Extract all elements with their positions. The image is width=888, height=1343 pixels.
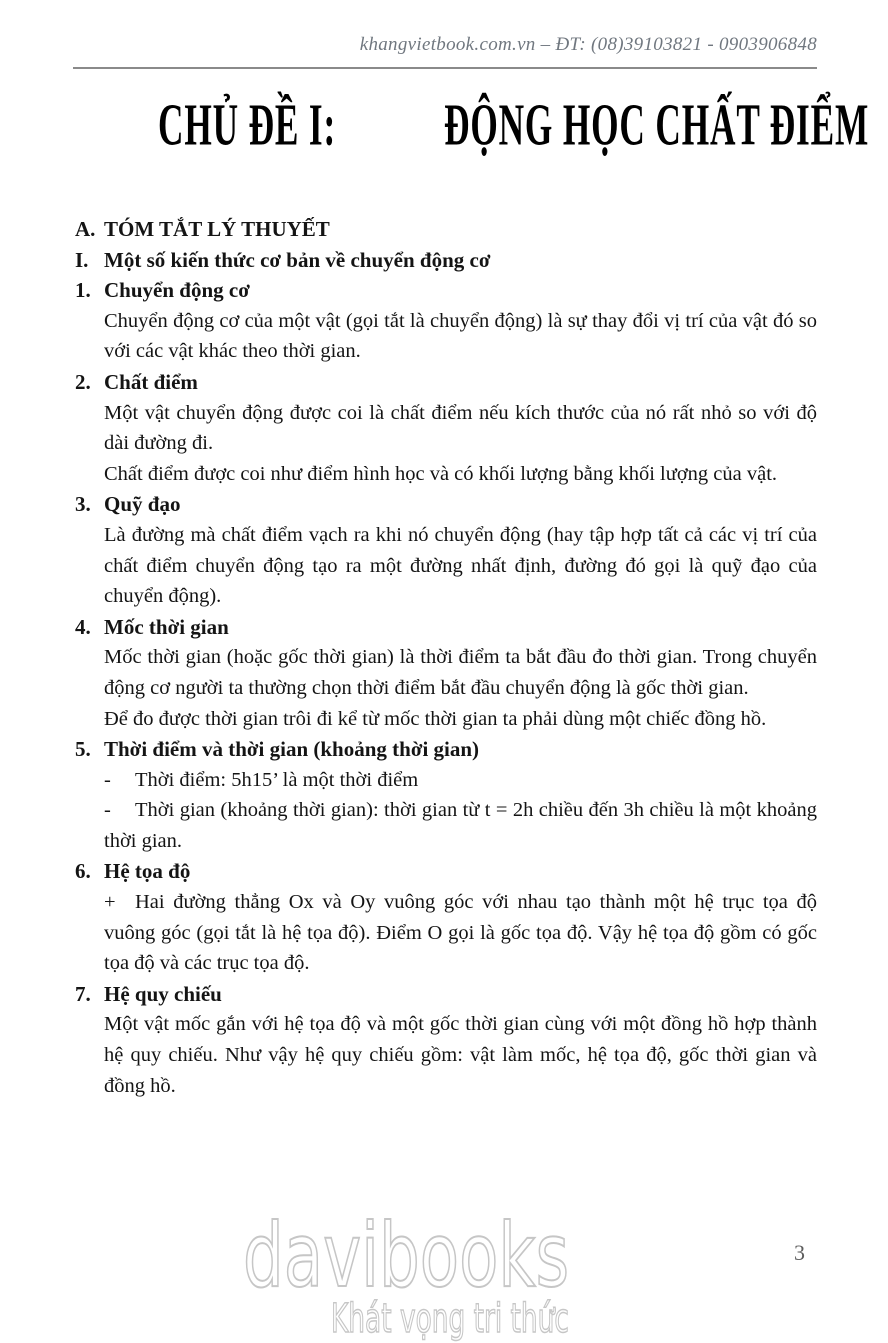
item-5-bullet-1: [104, 765, 817, 796]
davibooks-watermark: davibooks: [243, 1204, 570, 1307]
item-3-heading: [75, 489, 817, 520]
watermark-slogan: Khát vọng tri thức: [331, 1296, 569, 1342]
section-i-label: Một số kiến thức cơ bản về chuyển động cơ: [104, 247, 491, 272]
item-6-bullet-1-text: Hai đường thẳng Ox và Oy vuông góc với nhau tạo thành một hệ trục tọa độ vuông góc (gọi tắt là hệ tọa độ). Điểm O gọi là gốc tọa độ. Vậy hệ tọa độ gồm có gốc tọa độ và các trục tọa độ.: [104, 891, 817, 975]
item-1-heading: [75, 275, 817, 306]
item-2-heading-label: Chất điểm: [104, 369, 198, 394]
content-body: [75, 214, 817, 1101]
item-7-heading-label: Hệ quy chiếu: [104, 981, 222, 1006]
item-4-heading-label: Mốc thời gian: [104, 614, 229, 639]
item-6-heading-label: Hệ tọa độ: [104, 859, 191, 884]
item-4-paragraph-2: Để đo được thời gian trôi đi kể từ mốc thời gian ta phải dùng một chiếc đồng hồ.: [104, 707, 767, 730]
list-item-7: [75, 979, 817, 1101]
item-2-number: 2.: [75, 369, 91, 394]
section-a-heading: [75, 214, 817, 245]
plus-bullet-marker: +: [104, 891, 116, 914]
item-1-number: 1.: [75, 278, 91, 303]
page-number: 3: [794, 1240, 805, 1265]
list-item-2: [75, 367, 817, 489]
chapter-title-text: ĐỘNG HỌC CHẤT ĐIỂM: [444, 93, 870, 159]
chapter-title-label: CHỦ ĐỀ I:: [158, 93, 337, 159]
header-contact-line: khangvietbook.com.vn – ĐT: (08)39103821 - 0903906848: [359, 34, 817, 55]
item-3-number: 3.: [75, 492, 91, 517]
list-item-3: [75, 489, 817, 611]
item-3-paragraph: Là đường mà chất điểm vạch ra khi nó chuyển động (hay tập hợp tất cả các vị trí của chất điểm chuyển động tạo ra một đường nhất định, đường đó gọi là quỹ đạo của chuyển động).: [104, 523, 817, 608]
item-2-paragraph-1: Một vật chuyển động được coi là chất điểm nếu kích thước của nó rất nhỏ so với độ dài đường đi.: [104, 401, 817, 455]
item-7-paragraph: Một vật mốc gắn với hệ tọa độ và một gốc thời gian cùng với một đồng hồ hợp thành hệ quy chiếu. Như vậy hệ quy chiếu gồm: vật làm mốc, hệ tọa độ, gốc thời gian và đồng hồ.: [104, 1013, 817, 1097]
item-1-paragraph: Chuyển động cơ của một vật (gọi tắt là chuyển động) là sự thay đổi vị trí của vật đó so với các vật khác theo thời gian.: [104, 309, 817, 363]
item-5-bullet-2-text: Thời gian (khoảng thời gian): thời gian từ t = 2h chiều đến 3h chiều là một khoảng thời gian.: [104, 799, 817, 852]
list-item-5: [75, 734, 817, 856]
item-4-paragraph-1: Mốc thời gian (hoặc gốc thời gian) là thời điểm ta bắt đầu đo thời gian. Trong chuyển động cơ người ta thường chọn thời điểm bắt đầu chuyển động là gốc thời gian.: [104, 646, 817, 699]
item-7-number: 7.: [75, 981, 91, 1006]
list-item-4: [75, 612, 817, 734]
section-a-label: TÓM TẮT LÝ THUYẾT: [104, 217, 330, 241]
item-2-paragraph-2: Chất điểm được coi như điểm hình học và có khối lượng bằng khối lượng của vật.: [104, 462, 778, 485]
header-divider: [73, 67, 817, 69]
item-4-heading: [75, 612, 817, 643]
item-5-heading-label: Thời điểm và thời gian (khoảng thời gian): [104, 737, 480, 762]
chapter-title: [158, 93, 888, 159]
item-6-number: 6.: [75, 859, 91, 884]
section-a-number: A.: [75, 217, 96, 241]
item-2-heading: [75, 367, 817, 398]
item-6-heading: [75, 856, 817, 887]
dash-bullet-marker: -: [104, 768, 111, 791]
dash-bullet-marker: -: [104, 799, 111, 822]
item-1-heading-label: Chuyển động cơ: [104, 278, 250, 303]
item-5-bullet-1-text: Thời điểm: 5h15’ là một thời điểm: [135, 768, 419, 791]
item-3-heading-label: Quỹ đạo: [104, 492, 181, 517]
list-item-6: [75, 856, 817, 978]
section-i-heading: [75, 245, 817, 276]
list-item-1: [75, 275, 817, 367]
item-5-heading: [75, 734, 817, 765]
item-6-bullet-1: [104, 887, 817, 979]
item-4-number: 4.: [75, 614, 91, 639]
section-i-number: I.: [75, 247, 89, 272]
item-5-bullet-2: [104, 795, 817, 856]
item-7-heading: [75, 979, 817, 1010]
item-5-number: 5.: [75, 737, 91, 762]
